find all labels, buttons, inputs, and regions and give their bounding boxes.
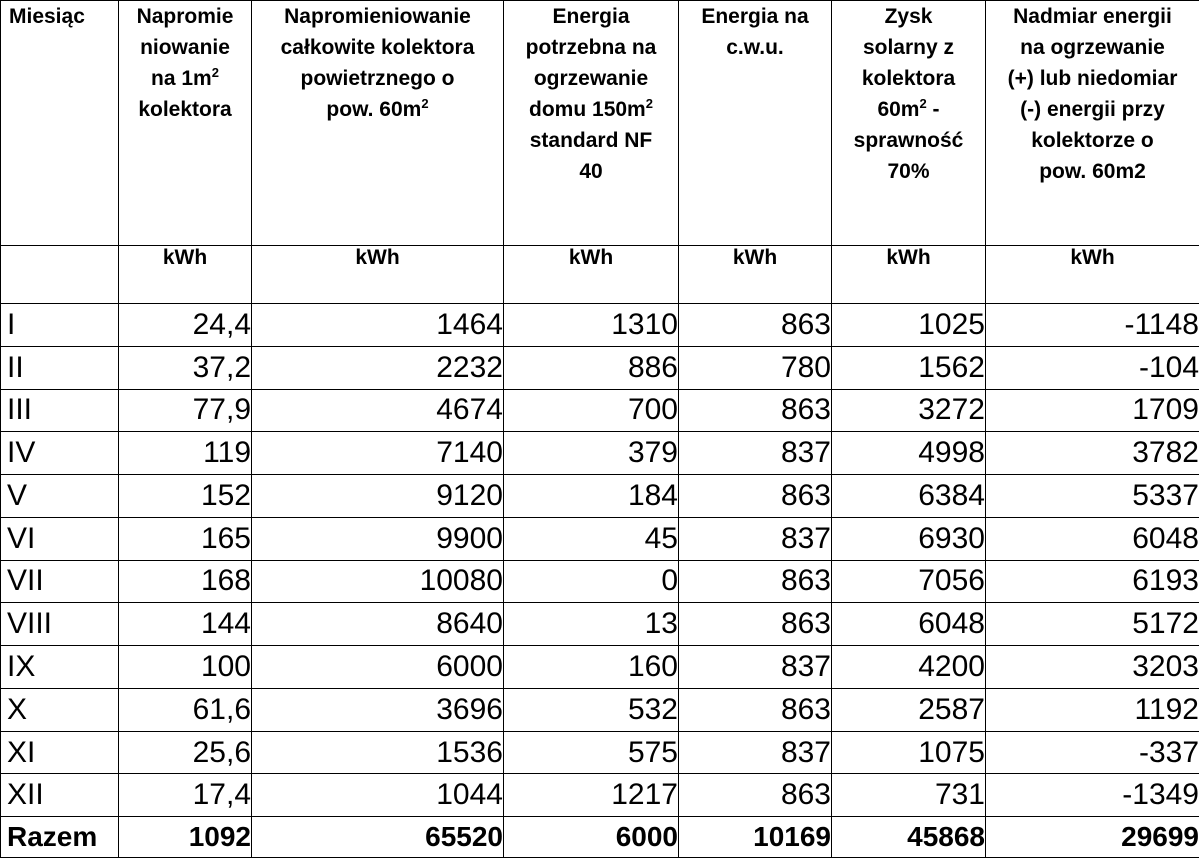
value-cell: -1148: [986, 304, 1199, 347]
value-cell: 77,9: [119, 389, 252, 432]
value-cell: 7056: [832, 560, 986, 603]
value-cell: 1044: [252, 774, 504, 817]
value-cell: 863: [679, 688, 832, 731]
value-cell: 9120: [252, 475, 504, 518]
value-cell: 25,6: [119, 731, 252, 774]
value-cell: 5172: [986, 603, 1199, 646]
total-label: Razem: [1, 817, 119, 858]
value-cell: 863: [679, 560, 832, 603]
table-row: [1, 304, 1199, 347]
value-cell: 144: [119, 603, 252, 646]
unit-cell: kWh: [252, 246, 504, 304]
value-cell: 863: [679, 774, 832, 817]
unit-cell: [1, 246, 119, 304]
value-cell: 61,6: [119, 688, 252, 731]
value-cell: 3782: [986, 432, 1199, 475]
value-cell: 6930: [832, 517, 986, 560]
value-cell: 1562: [832, 346, 986, 389]
table-row: [1, 346, 1199, 389]
value-cell: 837: [679, 646, 832, 689]
value-cell: 1709: [986, 389, 1199, 432]
value-cell: 119: [119, 432, 252, 475]
value-cell: 3696: [252, 688, 504, 731]
table-row: [1, 389, 1199, 432]
value-cell: 4674: [252, 389, 504, 432]
total-row: [1, 817, 1199, 858]
col-header-hot-water-energy: Energia na c.w.u.: [679, 1, 832, 246]
value-cell: 6048: [832, 603, 986, 646]
month-cell: XI: [1, 731, 119, 774]
value-cell: 165: [119, 517, 252, 560]
value-cell: 731: [832, 774, 986, 817]
table-row: [1, 646, 1199, 689]
unit-cell: kWh: [679, 246, 832, 304]
table-row: [1, 475, 1199, 518]
value-cell: 160: [504, 646, 679, 689]
total-cell: 65520: [252, 817, 504, 858]
value-cell: 168: [119, 560, 252, 603]
total-cell: 6000: [504, 817, 679, 858]
value-cell: 8640: [252, 603, 504, 646]
value-cell: 863: [679, 475, 832, 518]
month-cell: VII: [1, 560, 119, 603]
month-cell: XII: [1, 774, 119, 817]
month-cell: VI: [1, 517, 119, 560]
col-header-heating-energy: Energia potrzebna na ogrzewanie domu $150m^2$ standard NF 40: [504, 1, 679, 246]
value-cell: 863: [679, 389, 832, 432]
table-row: [1, 774, 1199, 817]
month-cell: II: [1, 346, 119, 389]
value-cell: 837: [679, 432, 832, 475]
unit-cell: kWh: [832, 246, 986, 304]
value-cell: 1310: [504, 304, 679, 347]
value-cell: 184: [504, 475, 679, 518]
value-cell: 700: [504, 389, 679, 432]
month-cell: V: [1, 475, 119, 518]
value-cell: 0: [504, 560, 679, 603]
value-cell: 886: [504, 346, 679, 389]
col-header-solar-gain: Zysk solarny z kolektora $60m^2$ - sprawność 70%: [832, 1, 986, 246]
value-cell: 1075: [832, 731, 986, 774]
col-header-month: Miesiąc: [1, 1, 119, 246]
value-cell: 45: [504, 517, 679, 560]
value-cell: 1025: [832, 304, 986, 347]
month-cell: IX: [1, 646, 119, 689]
value-cell: -104: [986, 346, 1199, 389]
total-cell: 45868: [832, 817, 986, 858]
unit-cell: kWh: [504, 246, 679, 304]
value-cell: 24,4: [119, 304, 252, 347]
value-cell: 379: [504, 432, 679, 475]
value-cell: 4200: [832, 646, 986, 689]
value-cell: 6000: [252, 646, 504, 689]
month-cell: III: [1, 389, 119, 432]
value-cell: 9900: [252, 517, 504, 560]
table-row: [1, 731, 1199, 774]
value-cell: 532: [504, 688, 679, 731]
value-cell: 1217: [504, 774, 679, 817]
value-cell: 1536: [252, 731, 504, 774]
value-cell: -1349: [986, 774, 1199, 817]
value-cell: 10080: [252, 560, 504, 603]
value-cell: 5337: [986, 475, 1199, 518]
col-header-energy-balance: Nadmiar energii na ogrzewanie (+) lub niedomiar (-) energii przy kolektorze o pow. 60m2: [986, 1, 1199, 246]
value-cell: 17,4: [119, 774, 252, 817]
table-row: [1, 603, 1199, 646]
col-header-irradiation-1m2: Napromie niowanie na $1m^2$ kolektora: [119, 1, 252, 246]
value-cell: 780: [679, 346, 832, 389]
unit-row: [1, 246, 1199, 304]
month-cell: I: [1, 304, 119, 347]
value-cell: 100: [119, 646, 252, 689]
table-row: [1, 560, 1199, 603]
col-header-irradiation-total: Napromieniowanie całkowite kolektora powietrznego o pow. $60m^2$: [252, 1, 504, 246]
table-row: [1, 688, 1199, 731]
total-cell: 1092: [119, 817, 252, 858]
value-cell: 37,2: [119, 346, 252, 389]
month-cell: X: [1, 688, 119, 731]
value-cell: 1464: [252, 304, 504, 347]
value-cell: -337: [986, 731, 1199, 774]
value-cell: 1192: [986, 688, 1199, 731]
value-cell: 863: [679, 603, 832, 646]
month-cell: IV: [1, 432, 119, 475]
value-cell: 575: [504, 731, 679, 774]
table-row: [1, 517, 1199, 560]
total-cell: 10169: [679, 817, 832, 858]
value-cell: 6384: [832, 475, 986, 518]
value-cell: 3203: [986, 646, 1199, 689]
value-cell: 152: [119, 475, 252, 518]
value-cell: 6048: [986, 517, 1199, 560]
value-cell: 837: [679, 731, 832, 774]
value-cell: 837: [679, 517, 832, 560]
value-cell: 2587: [832, 688, 986, 731]
value-cell: 6193: [986, 560, 1199, 603]
table-row: [1, 432, 1199, 475]
value-cell: 863: [679, 304, 832, 347]
value-cell: 3272: [832, 389, 986, 432]
month-cell: VIII: [1, 603, 119, 646]
value-cell: 7140: [252, 432, 504, 475]
value-cell: 4998: [832, 432, 986, 475]
unit-cell: kWh: [119, 246, 252, 304]
value-cell: 2232: [252, 346, 504, 389]
header-row: [1, 1, 1199, 246]
total-cell: 29699: [986, 817, 1199, 858]
value-cell: 13: [504, 603, 679, 646]
unit-cell: kWh: [986, 246, 1199, 304]
